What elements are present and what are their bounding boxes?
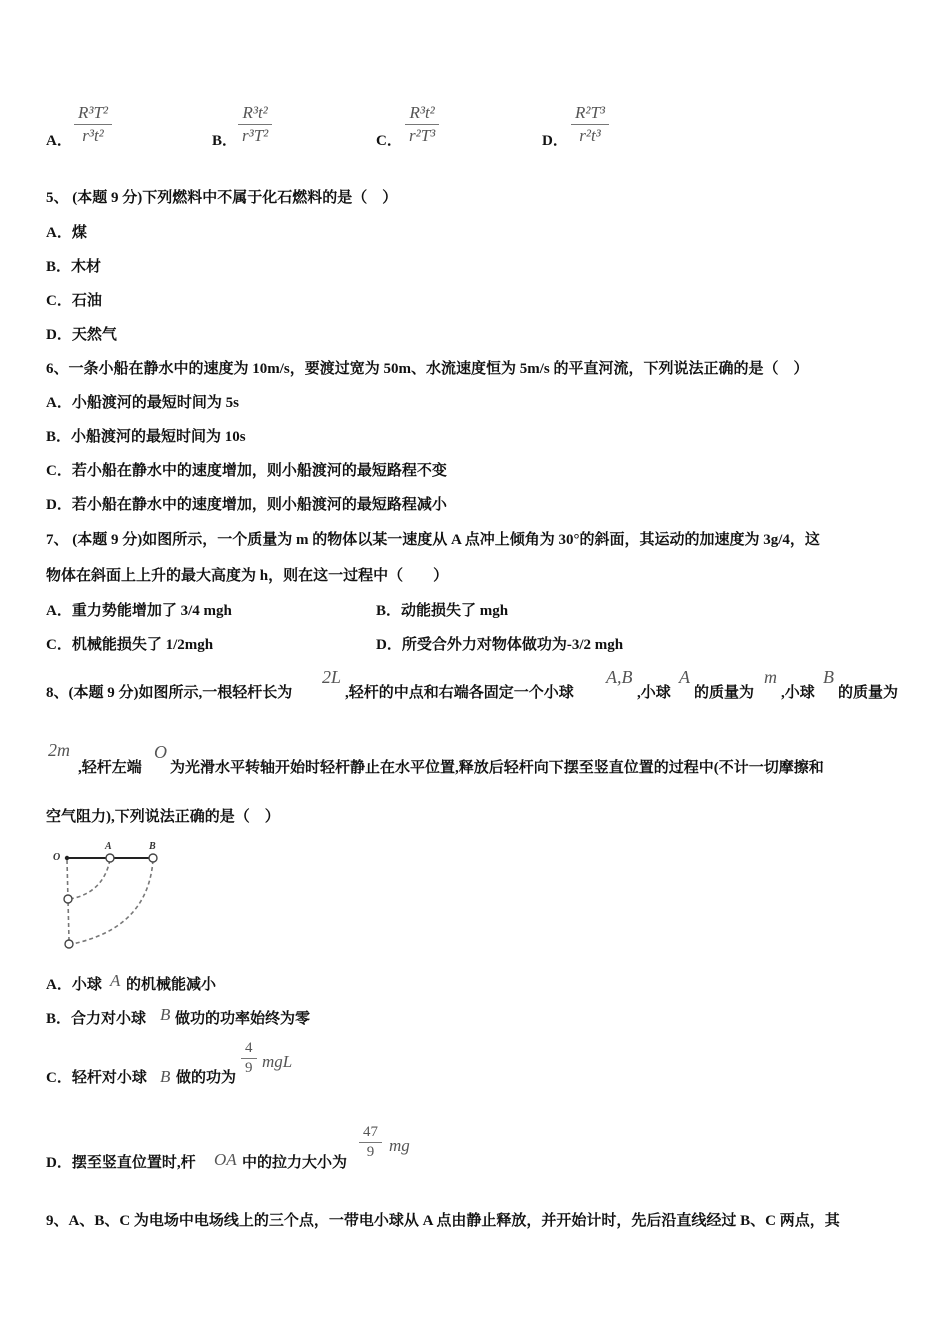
q8-var-B: B — [823, 667, 834, 687]
q8-arc-ball-a — [70, 860, 110, 899]
q8-arc-ball-b — [72, 860, 153, 944]
q4-option-b-label: B． — [212, 133, 238, 149]
q5-stem: 5、 (本题 9 分)下列燃料中不属于化石燃料的是（ ） — [46, 190, 398, 206]
q8-seg4: 的质量为 — [694, 685, 755, 701]
q8-seg8: 为光滑水平转轴开始时轻杆静止在水平位置,释放后轻杆向下摆至竖直位置的过程中(不计一切摩擦和 — [170, 760, 824, 776]
q8-var-A: A — [679, 667, 690, 687]
q4-option-b-fraction — [238, 103, 272, 146]
q8-option-d-fraction — [359, 1124, 382, 1161]
q8-option-c-tail: mgL — [262, 1052, 293, 1071]
q8-option-c-var: B — [160, 1067, 171, 1086]
q6-option-d: D．若小船在静水中的速度增加，则小船渡河的最短路程减小 — [46, 497, 447, 513]
q8-option-a-post: 的机械能减小 — [126, 977, 217, 993]
q4-option-c-fraction — [405, 103, 439, 146]
q5-option-a: A．煤 — [46, 225, 87, 241]
q8-pivot-point — [65, 856, 69, 860]
q4-option-a-fraction — [74, 103, 112, 146]
q6-option-a: A．小船渡河的最短时间为 5s — [46, 395, 239, 411]
q8-var-2L: 2L — [322, 667, 342, 687]
q4-option-b-numerator: R³t² — [242, 103, 268, 122]
q8-label-a: A — [105, 841, 112, 852]
q8-option-c-pre: C．轻杆对小球 — [46, 1070, 147, 1086]
q8-option-b-post: 做功的功率始终为零 — [175, 1011, 311, 1027]
q8-stem-line3: 空气阻力),下列说法正确的是（ ） — [46, 809, 280, 825]
q8-var-m: m — [764, 667, 777, 687]
q5-option-b: B．木材 — [46, 259, 102, 275]
q8-ball-b-final — [65, 940, 73, 948]
q7-option-b: B．动能损失了 mgh — [376, 603, 509, 619]
q4-option-d-denominator: r²t³ — [579, 126, 601, 145]
q8-seg5: ,小球 — [781, 685, 815, 701]
q7-stem-line1: 7、 (本题 9 分)如图所示，一个质量为 m 的物体以某一速度从 A 点冲上倾角为 30°的斜面，其运动的加速度为 3g/4，这 — [46, 532, 820, 548]
q8-ball-b — [149, 854, 157, 862]
q8-option-d-pre: D．摆至竖直位置时,杆 — [46, 1155, 196, 1171]
q8-var-AB: A,B — [606, 667, 633, 687]
q7-stem-line2: 物体在斜面上上升的最大高度为 h，则在这一过程中（ ） — [46, 568, 449, 584]
q8-option-d-numerator: 47 — [363, 1124, 378, 1140]
q4-option-c-denominator: r²T³ — [409, 126, 436, 145]
q8-seg6: 的质量为 — [838, 685, 899, 701]
q8-seg7: ,轻杆左端 — [78, 760, 142, 776]
q8-ball-a — [106, 854, 114, 862]
q7-option-c: C．机械能损失了 1/2mgh — [46, 637, 214, 653]
q8-seg2: ,轻杆的中点和右端各固定一个小球 — [345, 685, 574, 701]
q7-option-d: D．所受合外力对物体做功为-3/2 mgh — [376, 637, 624, 653]
q4-option-a-numerator: R³T² — [78, 103, 109, 122]
q4-option-b-denominator: r³T² — [242, 126, 269, 145]
q8-var-2m: 2m — [48, 740, 70, 760]
q7-option-a: A．重力势能增加了 3/4 mgh — [46, 603, 232, 619]
q8-seg1: 8、(本题 9 分)如图所示,一根轻杆长为 — [46, 685, 293, 701]
q8-option-a-pre: A．小球 — [46, 977, 102, 993]
q4-option-d-numerator: R²T³ — [575, 103, 606, 122]
q8-option-d-var: OA — [214, 1150, 237, 1169]
q8-ball-a-final — [64, 895, 72, 903]
q8-option-c-denominator: 9 — [245, 1060, 253, 1076]
q8-option-b-var: B — [160, 1005, 171, 1024]
q8-option-c-fraction — [241, 1040, 257, 1077]
q8-option-c-mid: 做的功为 — [176, 1070, 237, 1086]
q8-label-b: B — [149, 841, 156, 852]
q8-label-o: O — [53, 852, 61, 863]
q8-option-d-mid: 中的拉力大小为 — [242, 1155, 348, 1171]
q8-option-d-tail: mg — [389, 1136, 410, 1155]
q4-option-d-label: D． — [542, 133, 568, 149]
q8-option-a-var: A — [110, 971, 121, 990]
q8-pendulum-figure — [48, 838, 168, 956]
q8-seg3: ,小球 — [637, 685, 671, 701]
q8-var-O: O — [154, 742, 167, 762]
q4-option-a-label: A． — [46, 133, 72, 149]
q4-option-a-denominator: r³t² — [82, 126, 104, 145]
q5-option-c: C．石油 — [46, 293, 102, 309]
q4-option-c-label: C． — [376, 133, 402, 149]
q4-option-c-numerator: R³t² — [409, 103, 435, 122]
q4-option-d-fraction — [571, 103, 609, 146]
q8-option-b-pre: B．合力对小球 — [46, 1011, 147, 1027]
q8-option-d-denominator: 9 — [366, 1144, 375, 1160]
q6-option-b: B．小船渡河的最短时间为 10s — [46, 429, 246, 445]
q5-option-d: D．天然气 — [46, 327, 117, 343]
q6-option-c: C．若小船在静水中的速度增加，则小船渡河的最短路程不变 — [46, 463, 447, 479]
q8-option-c-numerator: 4 — [245, 1040, 253, 1056]
q6-stem: 6、一条小船在静水中的速度为 10m/s，要渡过宽为 50m、水流速度恒为 5m/s 的平直河流，下列说法正确的是（ ） — [46, 361, 809, 377]
q9-stem: 9、A、B、C 为电场中电场线上的三个点，一带电小球从 A 点由静止释放，并开始计时，先后沿直线经过 B、C 两点，其 — [46, 1213, 840, 1229]
